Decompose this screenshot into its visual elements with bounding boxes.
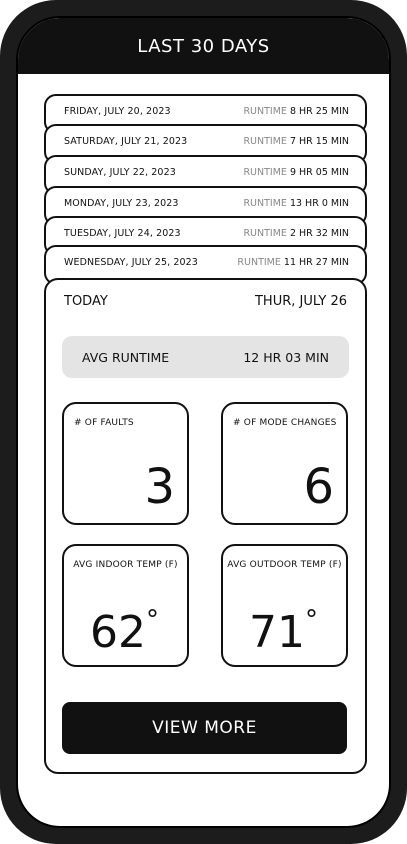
faults-value: 3 [144,459,175,515]
mode-changes-tile[interactable] [221,402,348,525]
outdoor-temp-label: AVG OUTDOOR TEMP (F) [227,560,342,570]
faults-tile[interactable] [62,402,189,525]
day-date: MONDAY, JULY 23, 2023 [64,198,179,209]
indoor-temp-value: 62° [90,605,159,658]
day-runtime: RUNTIME 7 HR 15 MIN [243,136,349,147]
day-date: WEDNESDAY, JULY 25, 2023 [64,257,198,268]
day-date: SATURDAY, JULY 21, 2023 [64,136,188,147]
degree-symbol: ° [146,605,159,635]
avg-runtime-label: AVG RUNTIME [82,349,170,365]
day-runtime: RUNTIME 11 HR 27 MIN [237,257,349,268]
indoor-temp-tile[interactable] [62,544,189,667]
app-screen [16,16,391,828]
avg-runtime-box [62,336,349,378]
mode-changes-label: # OF MODE CHANGES [233,418,337,428]
today-header [64,294,347,309]
day-runtime: RUNTIME 13 HR 0 MIN [243,198,349,209]
mode-changes-value: 6 [303,459,334,515]
today-card [44,278,367,774]
today-date: THUR, JULY 26 [254,294,347,309]
page-title: LAST 30 DAYS [137,35,270,57]
degree-symbol: ° [305,605,318,635]
indoor-temp-label: AVG INDOOR TEMP (F) [73,560,178,570]
day-runtime: RUNTIME 8 HR 25 MIN [243,106,349,117]
page-header [18,18,389,74]
day-date: TUESDAY, JULY 24, 2023 [64,228,181,239]
faults-label: # OF FAULTS [74,418,134,428]
day-runtime: RUNTIME 9 HR 05 MIN [243,167,349,178]
view-more-button[interactable]: VIEW MORE [62,702,347,754]
outdoor-temp-tile[interactable] [221,544,348,667]
outdoor-temp-value: 71° [249,605,318,658]
avg-runtime-value: 12 HR 03 MIN [243,349,329,365]
day-date: SUNDAY, JULY 22, 2023 [64,167,176,178]
today-label: TODAY [64,294,108,309]
day-runtime: RUNTIME 2 HR 32 MIN [243,228,349,239]
day-date: FRIDAY, JULY 20, 2023 [64,106,171,117]
